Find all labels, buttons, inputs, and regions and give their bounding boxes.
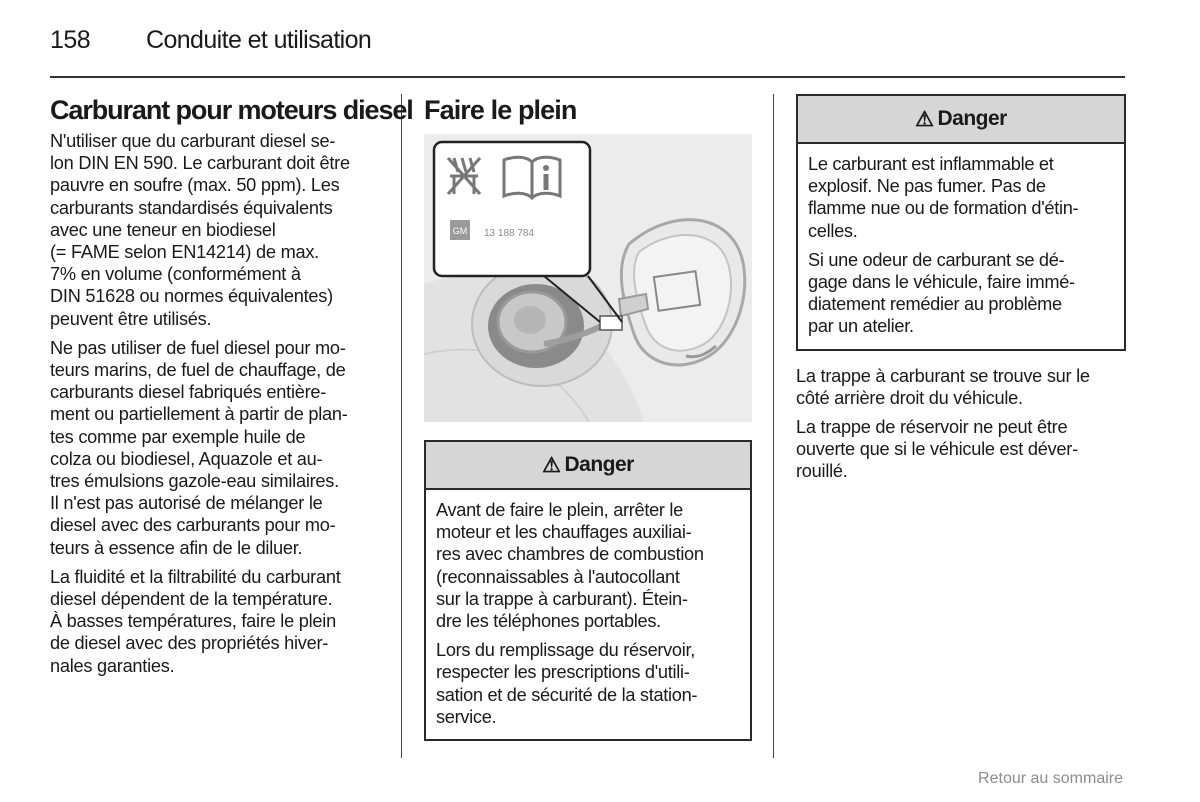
section-title: Conduite et utilisation [146, 26, 372, 54]
danger-box [424, 440, 752, 741]
warning-triangle-icon: ⚠ [542, 453, 561, 477]
danger-title: Danger [937, 107, 1007, 130]
danger-paragraph: Si une odeur de carburant se dé- gage dans le véhicule, faire immé- diatement remédier au problème par un atelier. [808, 249, 1075, 337]
page-header [50, 24, 1125, 78]
warning-triangle-icon: ⚠ [915, 107, 934, 131]
danger-box [796, 94, 1126, 351]
danger-body [798, 144, 1124, 349]
column-refuelling [424, 94, 752, 741]
danger-paragraph: Avant de faire le plein, arrêter le moteur et les chauffages auxiliai- res avec chambres de combustion (reconnaissables à l'autocollant sur la trappe à carburant). Étein- dre les téléphones portables. [436, 500, 704, 632]
danger-header [798, 96, 1124, 144]
diesel-paragraph: La fluidité et la filtrabilité du carburant diesel dépendent de la température. À basses températures, faire le plein de diesel avec des propriétés hiver- nales garanties. [50, 566, 341, 676]
danger-paragraph: Lors du remplissage du réservoir, respecter les prescriptions d'utili- sation et de sécurité de la station- service. [436, 640, 698, 727]
label-part-number: 13 188 784 [484, 228, 535, 239]
column-diesel-fuel [50, 94, 413, 684]
danger-body [426, 490, 750, 739]
column-divider [401, 94, 402, 758]
danger-title: Danger [564, 453, 634, 476]
danger-paragraph: Le carburant est inflammable et explosif. Ne pas fumer. Pas de flamme nue ou de formation d'étin- celles. [808, 154, 1079, 241]
column-fuel-flap [796, 94, 1126, 490]
page-number: 158 [50, 26, 91, 54]
fuel-flap-paragraph: La trappe à carburant se trouve sur le côté arrière droit du véhicule. [796, 365, 1090, 408]
danger-header [426, 442, 750, 490]
gm-badge-text: GM [452, 226, 468, 236]
fuel-flap-paragraph: La trappe de réservoir ne peut être ouverte que si le véhicule est déver- rouillé. [796, 417, 1078, 482]
diesel-paragraph: N'utiliser que du carburant diesel se- lon DIN EN 590. Le carburant doit être pauvre en soufre (max. 50 ppm). Les carburants standardisés équivalents avec une teneur en biodiesel (= FAME selon EN14214) de max. 7% en volume (conformément à DIN 51628 ou normes équivalentes) peuvent être utilisés. [50, 131, 350, 329]
column-divider [773, 94, 774, 758]
fuel-flap-illustration [424, 134, 752, 422]
diesel-paragraph: Ne pas utiliser de fuel diesel pour mo- teurs marins, de fuel de chauffage, de carburants diesel fabriqués entière- ment ou partiellement à partir de plan- tes comme par exemple huile de colza ou biodiesel, Aquazole et au- tres émulsions gazole-eau similaires. Il n'est pas autorisé de mélanger le diesel avec des carburants pour mo- teurs à essence afin de le diluer. [50, 337, 348, 558]
diesel-heading: Carburant pour moteurs diesel [50, 95, 413, 125]
back-to-contents-link[interactable]: Retour au sommaire [978, 770, 1123, 787]
refuelling-heading: Faire le plein [424, 95, 577, 125]
